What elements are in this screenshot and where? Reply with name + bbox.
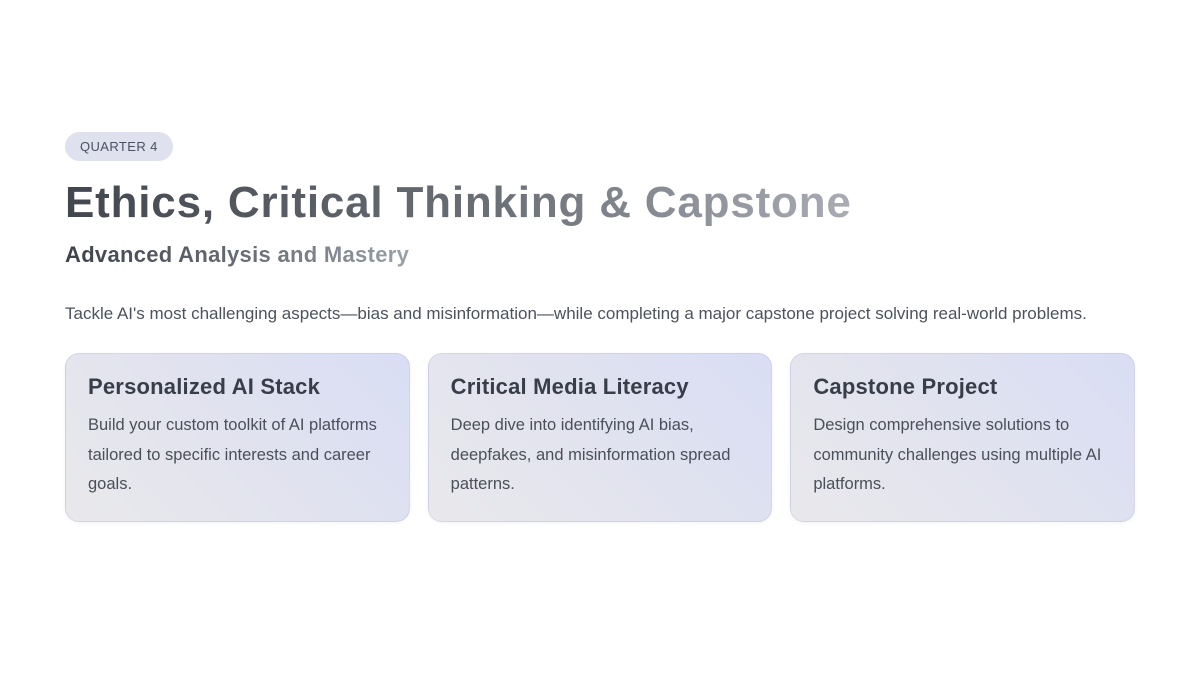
card-title: Personalized AI Stack (88, 374, 321, 400)
intro-description: Tackle AI's most challenging aspects—bias and misinformation—while completing a major capstone project solving real-world problems. (65, 304, 1087, 324)
card-critical-media-literacy (428, 353, 773, 522)
card-description: Design comprehensive solutions to community challenges using multiple AI platforms. (813, 416, 1102, 494)
quarter-badge: QUARTER 4 (65, 132, 173, 161)
page-title-text: Ethics, Critical Thinking & Capstone (65, 178, 852, 227)
card-description: Build your custom toolkit of AI platforms tailored to specific interests and career goals. (88, 416, 377, 494)
card-title: Critical Media Literacy (450, 374, 689, 400)
page-subtitle-text: Advanced Analysis and Mastery (65, 242, 410, 268)
card-capstone-project (790, 353, 1135, 522)
card-personalized-ai-stack (65, 353, 410, 522)
topic-cards (65, 353, 1135, 522)
card-description: Deep dive into identifying AI bias, deepfakes, and misinformation spread patterns. (450, 416, 731, 494)
page-title (65, 178, 1135, 227)
card-title: Capstone Project (813, 374, 998, 400)
page-subtitle (65, 242, 1135, 268)
